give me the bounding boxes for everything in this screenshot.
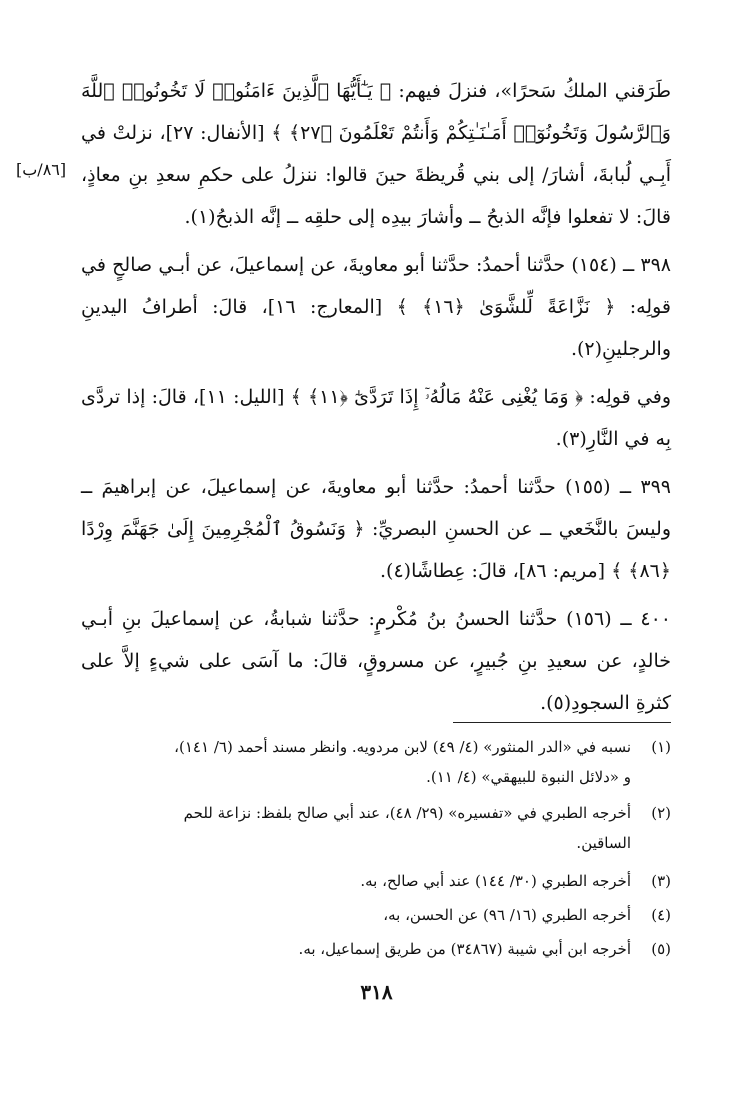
footnote-text: أخرجه ابن أبي شيبة (٣٤٨٦٧) من طريق إسماعيل، به. xyxy=(298,940,631,958)
paragraph-399: ٣٩٩ ــ (١٥٥) حدَّثنا أحمدُ: حدَّثنا أبو معاويةَ، عن إسماعيلَ، عن إبراهيمَ ــ وليسَ بالنَّخَعي ــ عن الحسنِ البصريِّ: ﴿ وَنَسُوقُ ٱلْمُجْرِمِينَ إِلَىٰ جَهَنَّمَ وِرْدًا ﴿٨٦﴾ ﴾ [مريم: ٨٦]، قالَ: عِطاشًا(٤). xyxy=(81,476,671,582)
paragraph-398-cont: وفي قولِه: ﴿ وَمَا يُغْنِى عَنْهُ مَالُهُۥٓ إِذَا تَرَدَّىٰٓ ﴿١١﴾ ﴾ [الليل: ١١]، قالَ: إذا تردَّى بِه في النَّارِ(٣). xyxy=(81,386,672,450)
footnote-number: (٤) xyxy=(651,906,671,924)
footnote-number: (٢) xyxy=(651,804,671,822)
footnote-text: أخرجه الطبري (١٦/ ٩٦) عن الحسن، به، xyxy=(383,906,631,924)
footnote-text: نسبه في «الدر المنثور» (٤/ ٤٩) لابن مردويه. وانظر مسند أحمد (٦/ ١٤١)، xyxy=(174,738,631,756)
footnote-text: أخرجه الطبري في «تفسيره» (٢٩/ ٤٨)، عند أبي صالح بلفظ: نزاعة للحم xyxy=(183,804,631,822)
manuscript-folio-note: [٨٦/ب] xyxy=(16,160,67,179)
footnote-2 xyxy=(81,798,671,858)
main-text xyxy=(81,70,671,730)
footnote-5 xyxy=(81,934,671,964)
footnote-number: (١) xyxy=(651,738,671,756)
footnote-4 xyxy=(81,900,671,930)
paragraph-398: ٣٩٨ ــ (١٥٤) حدَّثنا أحمدُ: حدَّثنا أبو معاويةَ، عن إسماعيلَ، عن أبـي صالحٍ في قولِه: ﴿ نَزَّاعَةً لِّلشَّوَىٰ ﴿١٦﴾ ﴾ [المعارج: ١٦]، قالَ: أطرافُ اليدينِ والرجلينِ(٢). xyxy=(81,254,671,360)
footnote-text-cont: و «دلائل النبوة للبيهقي» (٤/ ١١). xyxy=(426,768,631,786)
footnote-text-cont: الساقين. xyxy=(576,834,631,852)
footnote-number: (٣) xyxy=(651,872,671,890)
footnote-text: أخرجه الطبري (٣٠/ ١٤٤) عند أبي صالح، به. xyxy=(360,872,631,890)
page-number: ٣١٨ xyxy=(360,980,393,1004)
paragraph-400: ٤٠٠ ــ (١٥٦) حدَّثنا الحسنُ بنُ مُكْرمٍ: حدَّثنا شبابةُ، عن إسماعيلَ بنِ أبـي خالدٍ، عن سعيدِ بنِ جُبيرٍ، عن مسروقٍ، قالَ: ما آسَى على شيءٍ إلاَّ على كثرةِ السجودِ(٥). xyxy=(81,608,672,714)
paragraph-intro: طَرَقني الملكُ سَحرًا»، فنزلَ فيهم: ﴿ يَـٰٓأَيُّهَا ٱلَّذِينَ ءَامَنُوا۟ لَا تَخُونُوا۟ ٱللَّهَ وَٱلرَّسُولَ وَتَخُونُوٓا۟ أَمَـٰنَـٰتِكُمْ وَأَنتُمْ تَعْلَمُونَ ﴿٢٧﴾ ﴾ [الأنفال: ٢٧]، نزلتْ في أَبِـي لُبابةَ، أشارَ/ إلى بني قُريظةَ حينَ قالوا: ننزلُ على حكمِ سعدِ بنِ معاذٍ، قالَ: لا تفعلوا فإنَّه الذبحُ ــ وأشارَ بيدِه إلى حلقِه ــ إنَّه الذبحُ(١). xyxy=(81,80,671,228)
footnote-separator xyxy=(453,722,671,723)
footnote-1 xyxy=(81,732,671,792)
footnote-number: (٥) xyxy=(651,940,671,958)
footnote-3 xyxy=(81,866,671,896)
